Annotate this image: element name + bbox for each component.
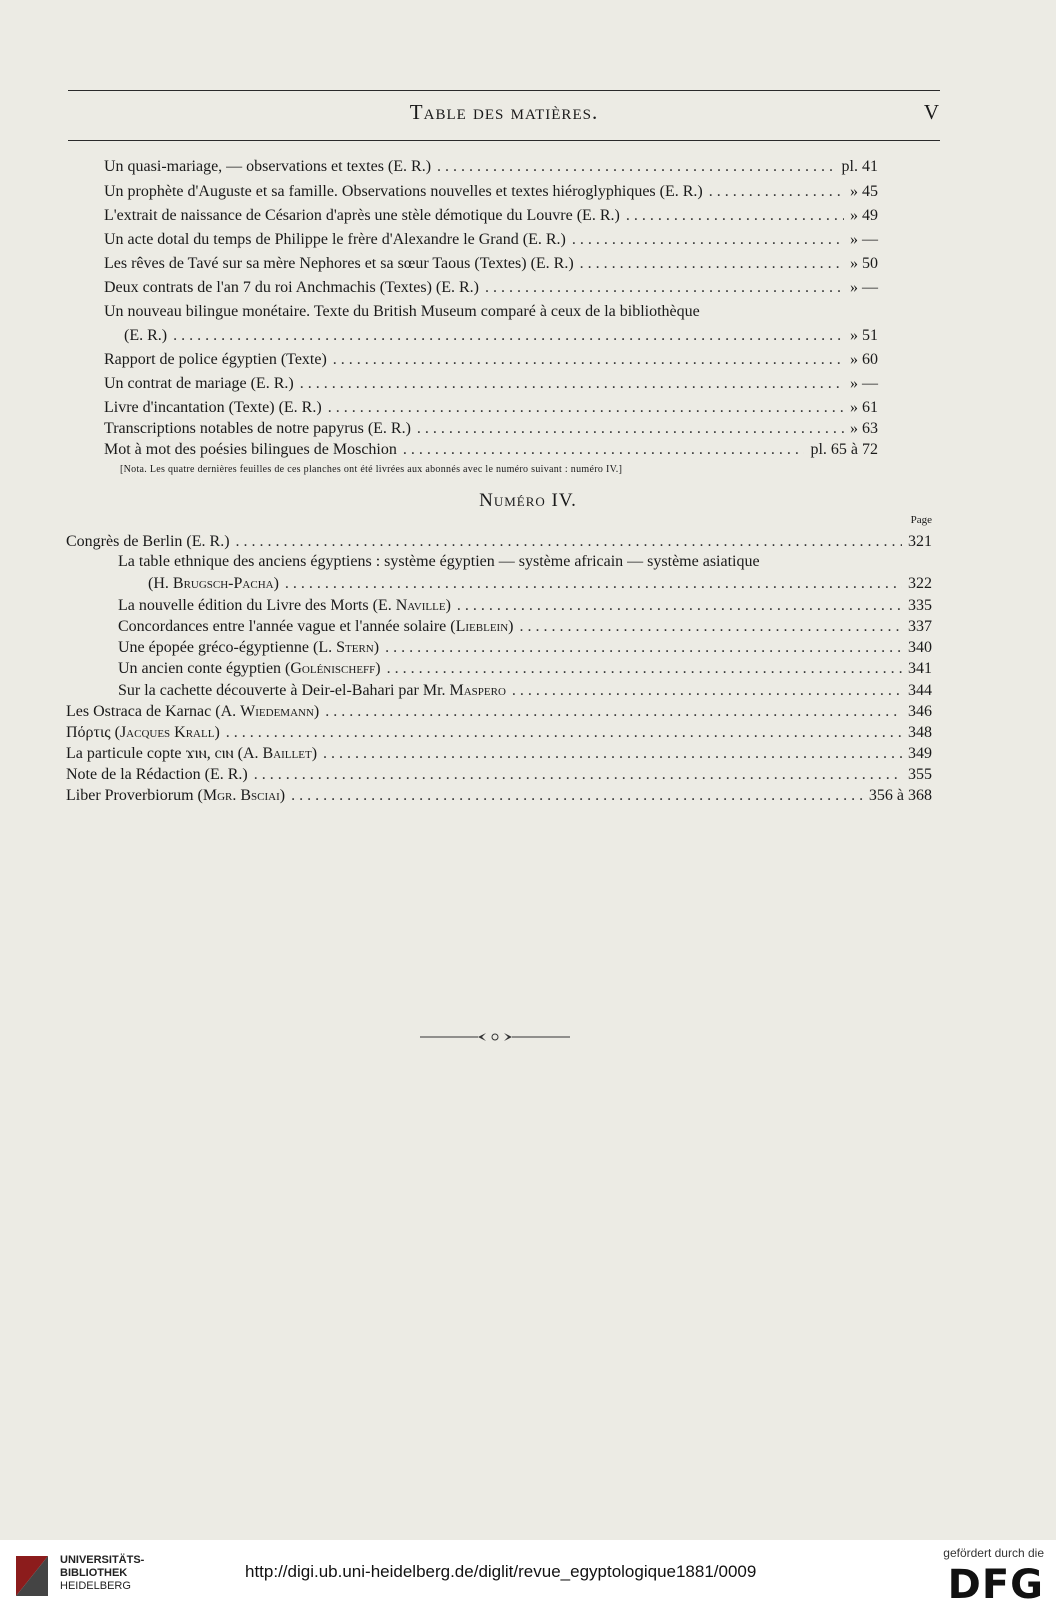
page-ref: » 51 xyxy=(850,327,878,344)
toc-entry: Deux contrats de l'an 7 du roi Anchmachis (Textes) (E. R.) . . . » — xyxy=(104,279,878,299)
page-ref: pl. 41 xyxy=(841,158,878,175)
leader-dots xyxy=(173,327,844,345)
leader-dots xyxy=(291,787,863,805)
leader-dots xyxy=(285,575,902,593)
page-ref: 337 xyxy=(908,618,932,635)
toc-entry: La particule copte ϫⲓⲛ, ⲥⲓⲛ (A. Baillet) . . . 349 xyxy=(66,745,932,765)
toc-entry: La nouvelle édition du Livre des Morts (E. Naville) . . . 335 xyxy=(118,597,932,617)
leader-dots xyxy=(457,597,902,615)
author-name: Baillet xyxy=(262,745,312,762)
page-ref: » 49 xyxy=(850,207,878,224)
leader-dots xyxy=(226,724,902,742)
toc-entry: Un prophète d'Auguste et sa famille. Observations nouvelles et textes hiéroglyphiques (E. R.) . . . » 45 xyxy=(104,183,878,203)
toc-entry: Concordances entre l'année vague et l'année solaire (Lieblein) . . . 337 xyxy=(118,618,932,638)
author-name: Maspero xyxy=(449,682,506,699)
toc-entry: Un ancien conte égyptien (Golénischeff) . . . 341 xyxy=(118,660,932,680)
author-name: Lieblein xyxy=(455,618,509,635)
author-name: Golénischeff xyxy=(290,660,376,677)
toc-entry: Πόρτις (Jacques Krall) . . . 348 xyxy=(66,724,932,744)
author-name: Wiedemann xyxy=(240,703,314,720)
toc-entry: Rapport de police égyptien (Texte) . . . » 60 xyxy=(104,351,878,371)
nota-note: [Nota. Les quatre dernières feuilles de ces planches ont été livrées aux abonnés avec le numéro suivant : numéro IV.] xyxy=(120,464,623,475)
page-ref: 341 xyxy=(908,660,932,677)
leader-dots xyxy=(626,207,844,225)
author-name: Jacques Krall xyxy=(119,724,215,741)
toc-entry: Les rêves de Tavé sur sa mère Nephores et sa sœur Taous (Textes) (E. R.) . . . » 50 xyxy=(104,255,878,275)
leader-dots xyxy=(328,399,844,417)
toc-entry: Un nouveau bilingue monétaire. Texte du British Museum comparé à ceux de la bibliothèque xyxy=(104,303,700,320)
toc-entry-continuation: (H. Brugsch-Pacha) . . . 322 xyxy=(148,575,932,595)
page-ref: » — xyxy=(850,231,878,248)
page-ref: » 60 xyxy=(850,351,878,368)
toc-entry-continuation: (E. R.) . . . » 51 xyxy=(124,327,878,347)
page-title: Table des matières. xyxy=(409,100,599,124)
leader-dots xyxy=(403,441,805,459)
leader-dots xyxy=(709,183,844,201)
page-ref: 349 xyxy=(908,745,932,762)
page-ref: » 45 xyxy=(850,183,878,200)
leader-dots xyxy=(385,639,902,657)
leader-dots xyxy=(333,351,844,369)
toc-entry: Une épopée gréco-égyptienne (L. Stern) . . . 340 xyxy=(118,639,932,659)
page-ref: 340 xyxy=(908,639,932,656)
page-ref: » — xyxy=(850,279,878,296)
page-ref: 346 xyxy=(908,703,932,720)
dfg-logo: DFG xyxy=(947,1562,1044,1608)
leader-dots xyxy=(417,420,844,438)
leader-dots xyxy=(387,660,902,678)
toc-entry: Note de la Rédaction (E. R.) . . . 355 xyxy=(66,766,932,786)
footer-bar xyxy=(0,1540,1056,1615)
toc-entry: Sur la cachette découverte à Deir-el-Bahari par Mr. Maspero . . . 344 xyxy=(118,682,932,702)
page-column-label: Page xyxy=(910,514,932,526)
toc-entry: Liber Proverbiorum (Mgr. Bsciai) . . . 356 à 368 xyxy=(66,787,932,807)
toc-entry: Un contrat de mariage (E. R.) . . . » — xyxy=(104,375,878,395)
page-ref: » — xyxy=(850,375,878,392)
leader-dots xyxy=(300,375,844,393)
toc-entry: Livre d'incantation (Texte) (E. R.) . . . » 61 xyxy=(104,399,878,419)
page-ref: 348 xyxy=(908,724,932,741)
page-ref: » 50 xyxy=(850,255,878,272)
page-ref: pl. 65 à 72 xyxy=(810,441,878,458)
section-heading: Numéro IV. xyxy=(479,490,577,511)
library-name-line1: UNIVERSITÄTS- xyxy=(60,1554,145,1566)
toc-entry: La table ethnique des anciens égyptiens : système égyptien — système africain — système asiatique xyxy=(118,553,760,570)
library-logo xyxy=(10,1548,150,1608)
leader-dots xyxy=(512,682,902,700)
author-name: Mgr. Bsciai xyxy=(202,787,280,804)
folio-number: V xyxy=(923,100,940,124)
page-ref: 356 à 368 xyxy=(868,787,932,804)
toc-entry: Un acte dotal du temps de Philippe le frère d'Alexandre le Grand (E. R.) . . . » — xyxy=(104,231,878,251)
header-rule-bottom xyxy=(68,140,940,141)
leader-dots xyxy=(485,279,844,297)
toc-entry: Transcriptions notables de notre papyrus (E. R.) . . . » 63 xyxy=(104,420,878,440)
page-ref: 321 xyxy=(908,533,932,550)
page-ref: 344 xyxy=(908,682,932,699)
page-ref: 335 xyxy=(908,597,932,614)
toc-entry: Congrès de Berlin (E. R.) . . . 321 xyxy=(66,533,932,553)
leader-dots xyxy=(437,158,836,176)
page-ref: » 63 xyxy=(850,420,878,437)
ornament-divider xyxy=(420,1030,570,1044)
leader-dots xyxy=(325,703,902,721)
funder-logo xyxy=(934,1546,1044,1608)
leader-dots xyxy=(580,255,844,273)
author-name: Naville xyxy=(395,597,446,614)
author-name: Stern xyxy=(336,639,374,656)
page-ref: » 61 xyxy=(850,399,878,416)
author-name: Brugsch-Pacha xyxy=(172,575,274,592)
library-name-line3: HEIDELBERG xyxy=(60,1580,131,1592)
toc-entry: L'extrait de naissance de Césarion d'après une stèle démotique du Louvre (E. R.) . . . » 49 xyxy=(104,207,878,227)
leader-dots xyxy=(519,618,902,636)
library-seal-icon xyxy=(10,1550,54,1602)
page-ref: 322 xyxy=(908,575,932,592)
leader-dots xyxy=(572,231,844,249)
page-ref: 355 xyxy=(908,766,932,783)
header-rule-top xyxy=(68,90,940,91)
toc-entry: Un quasi-mariage, — observations et textes (E. R.) . . . pl. 41 xyxy=(104,158,878,178)
library-name-line2: BIBLIOTHEK xyxy=(60,1567,128,1579)
leader-dots xyxy=(254,766,902,784)
leader-dots xyxy=(323,745,902,763)
toc-entry: Mot à mot des poésies bilingues de Moschion . . . pl. 65 à 72 xyxy=(104,441,878,461)
source-url[interactable]: http://digi.ub.uni-heidelberg.de/diglit/revue_egyptologique1881/0009 xyxy=(245,1562,757,1581)
toc-entry: Les Ostraca de Karnac (A. Wiedemann) . . . 346 xyxy=(66,703,932,723)
leader-dots xyxy=(236,533,902,551)
funder-caption: gefördert durch die xyxy=(943,1546,1044,1560)
